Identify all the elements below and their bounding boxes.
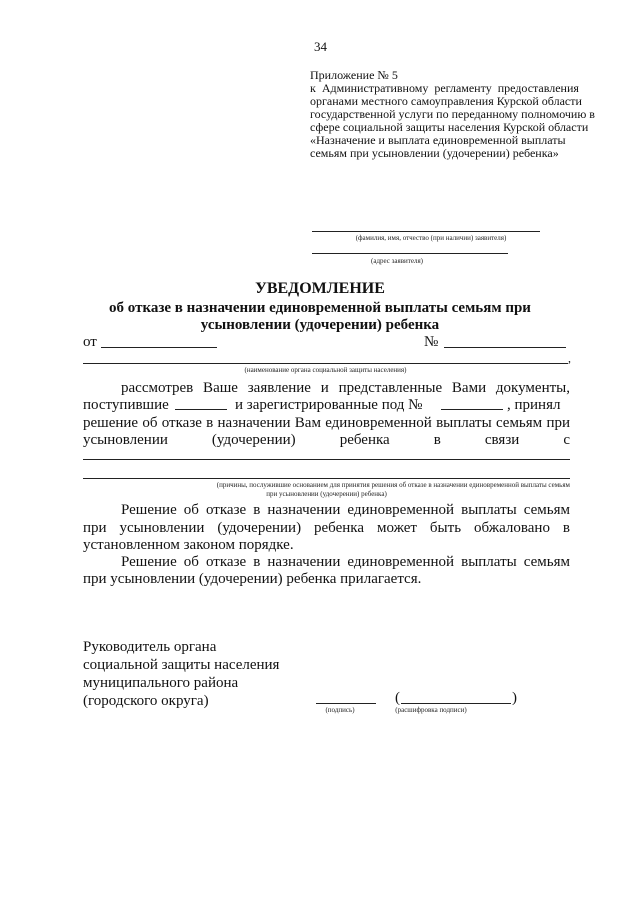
decoding-open-paren: ( bbox=[395, 690, 400, 706]
signature-caption: (подпись) bbox=[325, 706, 355, 714]
authority-name-caption: (наименование органа социальной защиты населения) bbox=[244, 366, 407, 374]
signatory-block bbox=[83, 638, 279, 710]
body-p1-line1: рассмотрев Ваше заявление и представленные Вами документы, bbox=[121, 380, 570, 396]
authority-name-line[interactable] bbox=[83, 363, 568, 364]
body-p1-line3: решение об отказе в назначении Вам единовременной выплаты семьям при bbox=[83, 415, 570, 431]
authority-line-dot: , bbox=[568, 351, 571, 365]
body-p3-line1: Решение об отказе в назначении единовременной выплаты семьям bbox=[121, 554, 570, 570]
signature-decoding-field[interactable] bbox=[401, 703, 511, 704]
page-number: 34 bbox=[314, 39, 327, 54]
accepted-label: , принял bbox=[507, 397, 561, 413]
body-p2-line3: установленном законом порядке. bbox=[83, 537, 294, 553]
reasons-caption-line1: (причины, послужившие основанием для принятия решения об отказе в назначении единовременной выплаты семьям bbox=[216, 481, 570, 489]
signatory-line: (городского округа) bbox=[83, 693, 209, 709]
appendix-title: Приложение № 5 bbox=[310, 68, 398, 82]
signatory-line: Руководитель органа bbox=[83, 639, 217, 655]
signature-field[interactable] bbox=[316, 703, 376, 704]
notice-subtitle-line1: об отказе в назначении единовременной выплаты семьям при bbox=[109, 300, 531, 316]
appendix-line: к Административному регламенту предоставления bbox=[310, 81, 579, 95]
appendix-line: семьям при усыновлении (удочерении) ребенка» bbox=[310, 146, 559, 160]
signature-decoding-caption: (расшифровка подписи) bbox=[395, 706, 467, 714]
registration-number-field[interactable] bbox=[441, 409, 503, 410]
received-date-field[interactable] bbox=[175, 409, 227, 410]
body-p1-line4: усыновлении (удочерении) ребенка в связи с bbox=[83, 432, 570, 448]
reasons-line-2[interactable] bbox=[83, 478, 570, 479]
body-p2-line1: Решение об отказе в назначении единовременной выплаты семьям bbox=[121, 502, 570, 518]
date-field[interactable] bbox=[101, 347, 217, 348]
appendix-line: «Назначение и выплата единовременной выплаты bbox=[310, 133, 566, 147]
applicant-name-line[interactable] bbox=[312, 231, 540, 232]
appendix-line: органами местного самоуправления Курской области bbox=[310, 94, 582, 108]
applicant-name-caption: (фамилия, имя, отчество (при наличии) заявителя) bbox=[355, 234, 507, 242]
appendix-line: сфере социальной защиты населения Курской области bbox=[310, 120, 589, 134]
appendix-line: государственной услуги по переданному полномочию в bbox=[310, 107, 595, 121]
signatory-line: муниципального района bbox=[83, 675, 239, 691]
number-label: № bbox=[424, 334, 439, 350]
notice-subtitle-line2: усыновлении (удочерении) ребенка bbox=[200, 317, 440, 333]
reasons-caption-line2: при усыновлении (удочерении) ребенка) bbox=[266, 490, 387, 498]
appendix-block bbox=[310, 69, 600, 160]
reasons-line-1[interactable] bbox=[83, 459, 570, 460]
body-p2-line2: при усыновлении (удочерении) ребенка может быть обжаловано в bbox=[83, 520, 570, 536]
body-p1-line2 bbox=[83, 396, 570, 414]
body-p3-line2: при усыновлении (удочерении) ребенка прилагается. bbox=[83, 571, 422, 587]
from-label: от bbox=[83, 334, 97, 350]
applicant-address-caption: (адрес заявителя) bbox=[371, 257, 423, 265]
notice-title: УВЕДОМЛЕНИЕ bbox=[255, 280, 385, 297]
applicant-address-line[interactable] bbox=[312, 253, 508, 254]
received-label: поступившие bbox=[83, 397, 169, 413]
number-field[interactable] bbox=[444, 347, 566, 348]
signatory-line: социальной защиты населения bbox=[83, 657, 280, 673]
registered-label: и зарегистрированные под № bbox=[235, 397, 423, 413]
decoding-close-paren: ) bbox=[512, 690, 517, 706]
